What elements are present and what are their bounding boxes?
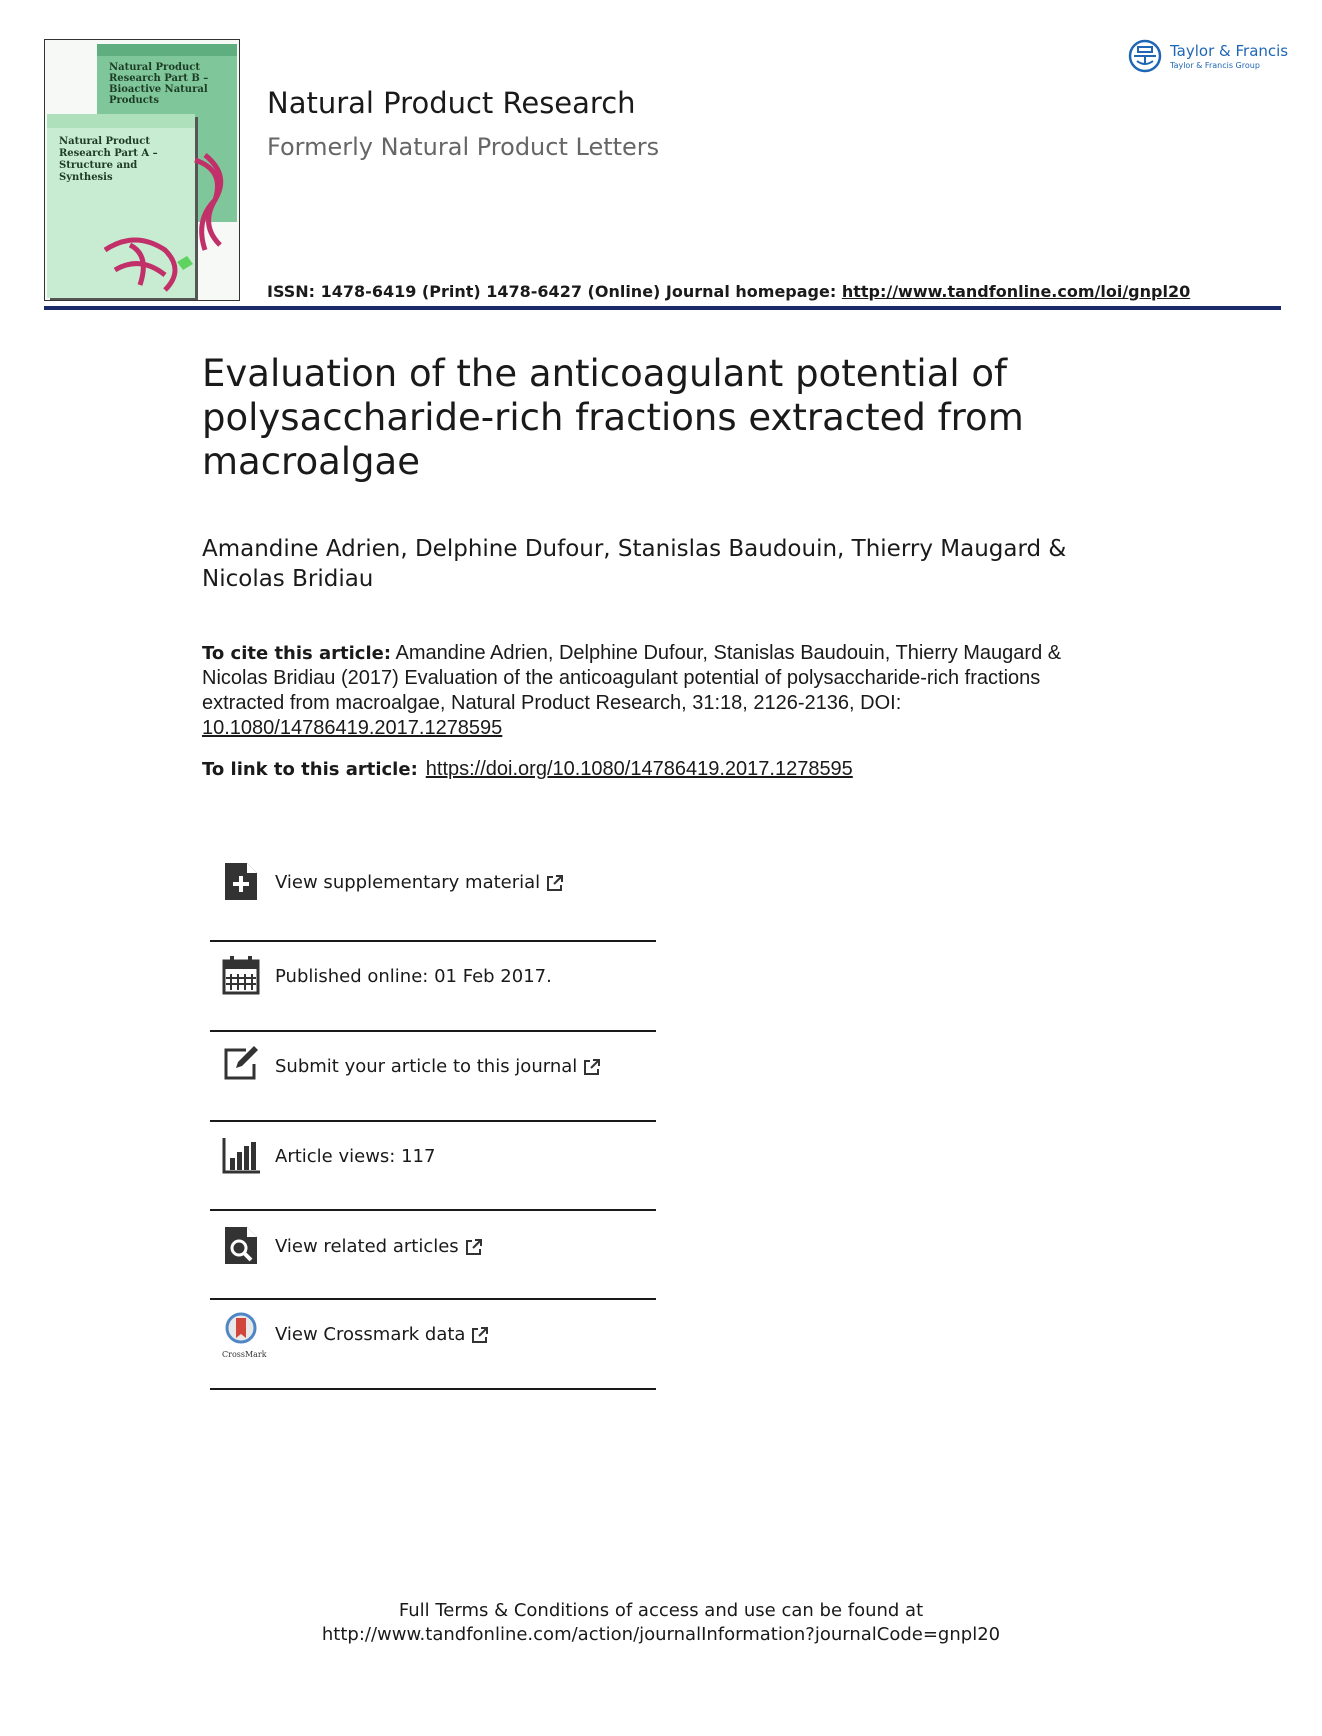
bar-chart-icon [222,1134,260,1176]
article-link-block [202,758,1102,781]
crossmark-icon [222,1312,260,1354]
external-link-icon [546,874,564,892]
citation-doi-link[interactable]: 10.1080/14786419.2017.1278595 [202,717,503,739]
article-doi-url[interactable]: https://doi.org/10.1080/14786419.2017.1278595 [425,758,853,780]
info-item-label [275,1056,601,1077]
info-item-label [275,1236,483,1257]
info-divider [210,940,656,942]
info-divider [210,1388,656,1390]
external-link-icon [471,1326,489,1344]
cover-back-title: Natural Product Research Part B – Bioactive Natural Products [109,62,209,106]
citation-text: Amandine Adrien, Delphine Dufour, Stanislas Baudouin, Thierry Maugard & Nicolas Bridiau (2017) Evaluation of the anticoagulant potential of polysaccharide-rich fractions extracted from macroalgae, Natural Product Research, 31:18, 2126-2136, DOI: [202,642,1062,714]
published-label: Published online: 01 Feb 2017. [275,966,552,987]
calendar-icon [222,954,260,996]
footer-terms-text: Full Terms & Conditions of access and use can be found at [398,1600,924,1621]
supplementary-label: View supplementary material [275,872,541,893]
external-link-icon [465,1238,483,1256]
publisher-name: Taylor & Francis [1170,42,1289,60]
article-authors: Amandine Adrien, Delphine Dufour, Stanislas Baudouin, Thierry Maugard & Nicolas Bridiau [202,536,1067,592]
article-link-label: To link to this article: [202,759,418,780]
article-title: Evaluation of the anticoagulant potential of polysaccharide-rich fractions extracted from macroalgae [202,352,1024,483]
header-divider [44,306,1281,310]
info-divider [210,1030,656,1032]
crossmark-label: View Crossmark data [275,1324,466,1345]
cover-front-title: Natural Product Research Part A – Structure and Synthesis [59,136,158,183]
citation-block [202,641,1082,741]
edit-icon [222,1044,260,1086]
views-label: Article views: 117 [275,1146,436,1167]
citation-label: To cite this article: [202,643,392,664]
crossmark-caption: CrossMark [222,1350,267,1359]
info-divider [210,1209,656,1211]
info-divider [210,1298,656,1300]
external-link-icon [583,1058,601,1076]
submit-label: Submit your article to this journal [275,1056,578,1077]
journal-subtitle: Formerly Natural Product Letters [267,133,660,161]
cover-helix-illustration [45,40,239,300]
journal-homepage-link[interactable]: http://www.tandfonline.com/loi/gnpl20 [841,282,1191,301]
info-item-crossmark[interactable] [210,1312,656,1382]
info-item-submit[interactable] [210,1042,656,1112]
info-item-label [275,872,564,893]
related-label: View related articles [275,1236,459,1257]
search-document-icon [222,1224,260,1266]
info-item-views [210,1134,656,1204]
issn-text: ISSN: 1478-6419 (Print) 1478-6427 (Online) Journal homepage: [267,282,842,301]
info-item-supplementary[interactable] [210,858,656,928]
footer-terms-url[interactable]: http://www.tandfonline.com/action/journalInformation?journalCode=gnpl20 [321,1624,1001,1645]
info-divider [210,1120,656,1122]
info-item-related[interactable] [210,1222,656,1292]
supplementary-file-icon [222,860,260,902]
journal-cover-image [44,39,240,301]
issn-line [267,282,1190,301]
info-item-published [210,952,656,1022]
publisher-group: Taylor & Francis Group [1170,61,1260,70]
journal-title: Natural Product Research [267,86,636,120]
info-item-label [275,1324,489,1345]
